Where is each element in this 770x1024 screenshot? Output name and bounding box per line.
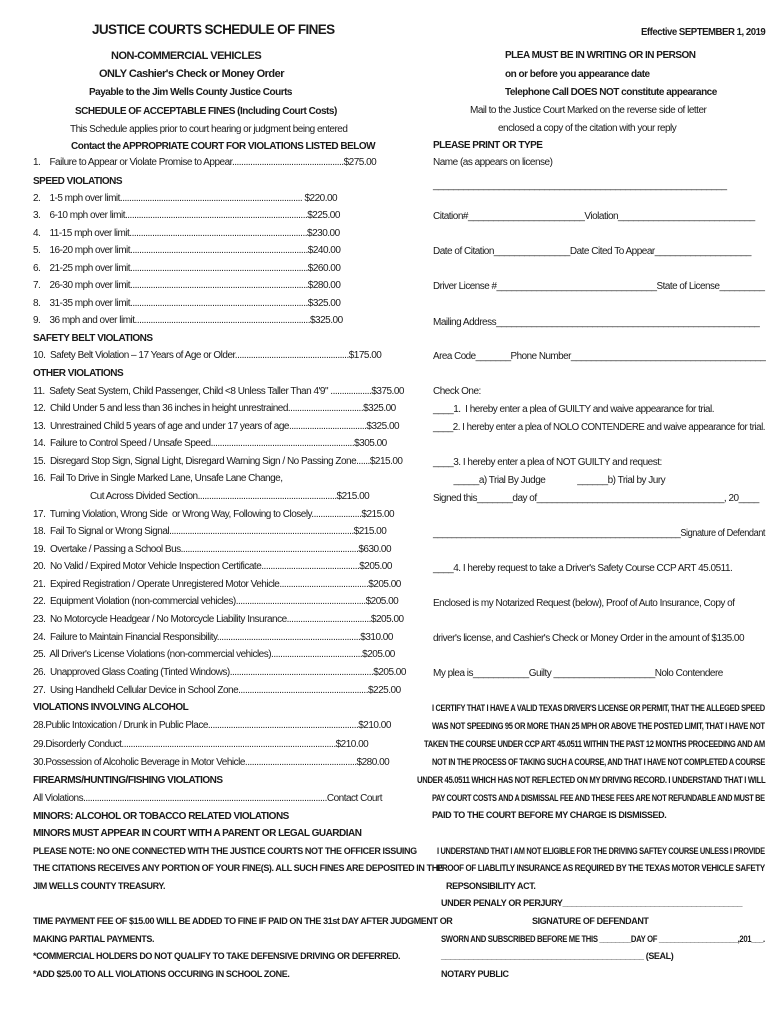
fine-item: 15. Disregard Stop Sign, Signal Light, Disregard Warning Sign / No Passing Zone......$215.00 [33, 456, 403, 467]
check-one-label: Check One: [433, 386, 481, 397]
notice-line: *ADD $25.00 TO ALL VIOLATIONS OCCURING IN SCHOOL ZONE. [33, 969, 290, 979]
right-line: Telephone Call DOES NOT constitute appearance [505, 87, 717, 98]
enclosure-note: driver's license, and Cashier's Check or Money Order in the amount of $135.00 [433, 633, 745, 644]
fine-item: 24. Failure to Maintain Financial Responsibility...............................................................$310.00 [33, 632, 393, 643]
name-blank[interactable]: __________________________________________________________ [433, 180, 727, 191]
enclosure-note: Enclosed is my Notarized Request (below), Proof of Auto Insurance, Copy of [433, 598, 735, 609]
fine-item: 14. Failure to Control Speed / Unsafe Speed...............................................................$305.00 [33, 438, 387, 449]
section-heading: OTHER VIOLATIONS [33, 368, 124, 379]
right-line: PLEA MUST BE IN WRITING OR IN PERSON [505, 50, 696, 61]
fine-item: 13. Unrestrained Child 5 years of age and under 17 years of age..................................$325.00 [33, 421, 400, 432]
notice-line: THE CITATIONS RECEIVES ANY PORTION OF YOUR FINE(S). ALL SUCH FINES ARE DEPOSITED IN THE [33, 863, 444, 873]
fine-item: 4. 11-15 mph over limit..............................................................................$230.00 [33, 228, 340, 239]
fine-item: 28.Public Intoxication / Drunk in Public Place..................................................................$210.00 [33, 720, 391, 731]
notice-line: PLEASE NOTE: NO ONE CONNECTED WITH THE JUSTICE COURTS NOT THE OFFICER ISSUING [33, 846, 417, 856]
section-heading: FIREARMS/HUNTING/FISHING VIOLATIONS [33, 775, 223, 786]
section-heading: VIOLATIONS INVOLVING ALCOHOL [33, 702, 189, 713]
right-line: on or before you appearance date [505, 69, 650, 80]
section-heading: MINORS: ALCOHOL OR TOBACCO RELATED VIOLATIONS [33, 811, 289, 822]
notice-line: MAKING PARTIAL PAYMENTS. [33, 934, 155, 944]
ineligible-line: PROOF OF LIABLITLY INSURANCE AS REQUIRED BY THE TEXAS MOTOR VEHICLE SAFETY [437, 863, 765, 873]
signature-caption: SIGNATURE OF DEFENDANT [532, 916, 649, 926]
fine-item: 18. Fail To Signal or Wrong Signal.................................................................................$215.00 [33, 526, 387, 537]
fine-item: 9. 36 mph and over limit.............................................................................$325.00 [33, 315, 343, 326]
ineligible-line: REPSONSIBILITY ACT. [446, 881, 536, 891]
notice-line: MINORS MUST APPEAR IN COURT WITH A PARENT OR LEGAL GUARDIAN [33, 828, 362, 839]
perjury-signature-line[interactable]: UNDER PENALY OR PERJURY_______________________________________ [441, 898, 743, 908]
left-line: Payable to the Jim Wells County Justice Courts [89, 87, 292, 98]
fine-item: 7. 26-30 mph over limit..............................................................................$280.00 [33, 280, 341, 291]
plea-choice-field[interactable]: My plea is___________Guilty ____________________Nolo Contendere [433, 668, 723, 679]
fine-item: 21. Expired Registration / Operate Unregistered Motor Vehicle.......................................$205.00 [33, 579, 401, 590]
fine-item: 12. Child Under 5 and less than 36 inches in height unrestrained.................................$325.00 [33, 403, 396, 414]
certify-line: UNDER 45.0511 WHICH HAS NOT REFLECTED ON MY DRIVING RECORD. I UNDERSTAND THAT I WILL [417, 775, 766, 785]
certify-line: TAKEN THE COURSE UNDER CCP ART 45.0511 WITHIN THE PAST 12 MONTHS PROCEEDING AND AM [424, 739, 765, 749]
phone-field[interactable]: Area Code_______Phone Number_______________________________________ [433, 351, 766, 362]
fine-item: 1. Failure to Appear or Violate Promise to Appear.................................................$275.00 [33, 157, 377, 168]
notary-caption: NOTARY PUBLIC [441, 969, 509, 979]
section-heading: SPEED VIOLATIONS [33, 176, 123, 187]
fine-item: 20. No Valid / Expired Motor Vehicle Inspection Certificate...........................................$205.00 [33, 561, 392, 572]
date-field[interactable]: Date of Citation_______________Date Cited To Appear___________________ [433, 246, 751, 257]
citation-field[interactable]: Citation#_______________________Violation___________________________ [433, 211, 755, 222]
plea-option-guilty[interactable]: ____1. I hereby enter a plea of GUILTY and waive appearance for trial. [433, 404, 714, 415]
fine-item: 2. 1-5 mph over limit................................................................................ $220.00 [33, 193, 338, 204]
left-line: Contact the APPROPRIATE COURT FOR VIOLATIONS LISTED BELOW [71, 141, 376, 152]
plea-option-safety-course[interactable]: ____4. I hereby request to take a Driver's Safety Course CCP ART 45.0511. [433, 563, 733, 574]
certify-line: WAS NOT SPEEDING 95 OR MORE THAN 25 MPH OR ABOVE THE POSTED LIMIT, THAT I HAVE NOT [432, 721, 765, 731]
signed-date-field[interactable]: Signed this_______day of_____________________________________, 20____ [433, 493, 759, 504]
plea-option-not-guilty[interactable]: ____3. I hereby enter a plea of NOT GUILTY and request: [433, 457, 662, 468]
fine-item: 27. Using Handheld Cellular Device in School Zone.........................................................$225.00 [33, 685, 401, 696]
fine-item: 8. 31-35 mph over limit..............................................................................$325.00 [33, 298, 341, 309]
license-field[interactable]: Driver License #________________________________State of License_________ [433, 281, 765, 292]
left-line: NON-COMMERCIAL VEHICLES [111, 50, 262, 62]
seal-line[interactable]: ____________________________________________ (SEAL) [441, 951, 674, 961]
fine-item: All Violations...........................................................................................................Contact Court [33, 793, 383, 804]
fine-item: 29.Disorderly Conduct..............................................................................................$210.00 [33, 739, 369, 750]
fine-item: 16. Fail To Drive in Single Marked Lane, Unsafe Lane Change, [33, 473, 283, 484]
sworn-line[interactable]: SWORN AND SUBSCRIBED BEFORE ME THIS ________DAY OF ____________________,201___. [441, 934, 765, 944]
fine-item: Cut Across Divided Section.............................................................$215.00 [33, 491, 370, 502]
fine-item: 23. No Motorcycle Headgear / No Motorcycle Liability Insurance.....................................$205.00 [33, 614, 404, 625]
fine-item: 11. Safety Seat System, Child Passenger, Child <8 Unless Taller Than 4'9" ..................$375.00 [33, 386, 404, 397]
fine-item: 26. Unapproved Glass Coating (Tinted Windows)...............................................................$205.00 [33, 667, 406, 678]
effective-date: Effective SEPTEMBER 1, 2019 [641, 27, 766, 38]
fine-item: 10. Safety Belt Violation – 17 Years of Age or Older..................................................$175.00 [33, 350, 382, 361]
trial-options[interactable]: _____a) Trial By Judge ______b) Trial by Jury [433, 475, 666, 486]
fine-item: 19. Overtake / Passing a School Bus..............................................................................$630.00 [33, 544, 392, 555]
section-heading: SAFETY BELT VIOLATIONS [33, 333, 153, 344]
fine-item: 3. 6-10 mph over limit................................................................................$225.00 [33, 210, 340, 221]
left-line: ONLY Cashier's Check or Money Order [99, 68, 285, 80]
fine-item: 5. 16-20 mph over limit..............................................................................$240.00 [33, 245, 341, 256]
fine-item: 6. 21-25 mph over limit..............................................................................$260.00 [33, 263, 341, 274]
certify-line: I CERTIFY THAT I HAVE A VALID TEXAS DRIVER'S LICENSE OR PERMIT, THAT THE ALLEGED SPEED [432, 703, 765, 713]
name-field: Name (as appears on license) [433, 157, 553, 168]
fine-item: 22. Equipment Violation (non-commercial vehicles).........................................................$205.00 [33, 596, 399, 607]
right-line: Mail to the Justice Court Marked on the reverse side of letter [470, 105, 707, 116]
plea-option-nolo[interactable]: ____2. I hereby enter a plea of NOLO CONTENDERE and waive appearance for trial. [433, 422, 765, 433]
right-line: enclosed a copy of the citation with your reply [498, 123, 677, 134]
fine-item: 25. All Driver's License Violations (non-commercial vehicles)........................................$205.00 [33, 649, 395, 660]
left-line: This Schedule applies prior to court hearing or judgment being entered [70, 124, 348, 135]
defendant-signature-line[interactable]: _____________________________________________________Signature of Defendant [433, 528, 766, 539]
notice-line: JIM WELLS COUNTY TREASURY. [33, 881, 166, 891]
certify-line: NOT IN THE PROCESS OF TAKING SUCH A COURSE, AND THAT I HAVE NOT COMPLETED A COURSE [432, 757, 765, 767]
document-title: JUSTICE COURTS SCHEDULE OF FINES [92, 22, 335, 37]
notice-line: TIME PAYMENT FEE OF $15.00 WILL BE ADDED TO FINE IF PAID ON THE 31st DAY AFTER JUDGMENT OR [33, 916, 453, 926]
fine-item: 17. Turning Violation, Wrong Side or Wrong Way, Following to Closely......................$215.00 [33, 509, 395, 520]
right-line: PLEASE PRINT OR TYPE [433, 140, 543, 151]
ineligible-line: I UNDERSTAND THAT I AM NOT ELIGIBLE FOR THE DRIVING SAFTEY COURSE UNLESS I PROVIDE [437, 846, 765, 856]
left-line: SCHEDULE OF ACCEPTABLE FINES (Including Court Costs) [75, 106, 337, 117]
certify-line: PAY COURT COSTS AND A DISMISSAL FEE AND THESE FEES ARE NOT REFUNDABLE AND MUST BE [432, 793, 765, 803]
certify-line: PAID TO THE COURT BEFORE MY CHARGE IS DISMISSED. [432, 810, 667, 820]
notice-line: *COMMERCIAL HOLDERS DO NOT QUALIFY TO TAKE DEFENSIVE DRIVING OR DEFERRED. [33, 951, 401, 961]
fine-item: 30.Possession of Alcoholic Beverage in Motor Vehicle.................................................$280.00 [33, 757, 390, 768]
address-field[interactable]: Mailing Address____________________________________________________ [433, 317, 760, 328]
